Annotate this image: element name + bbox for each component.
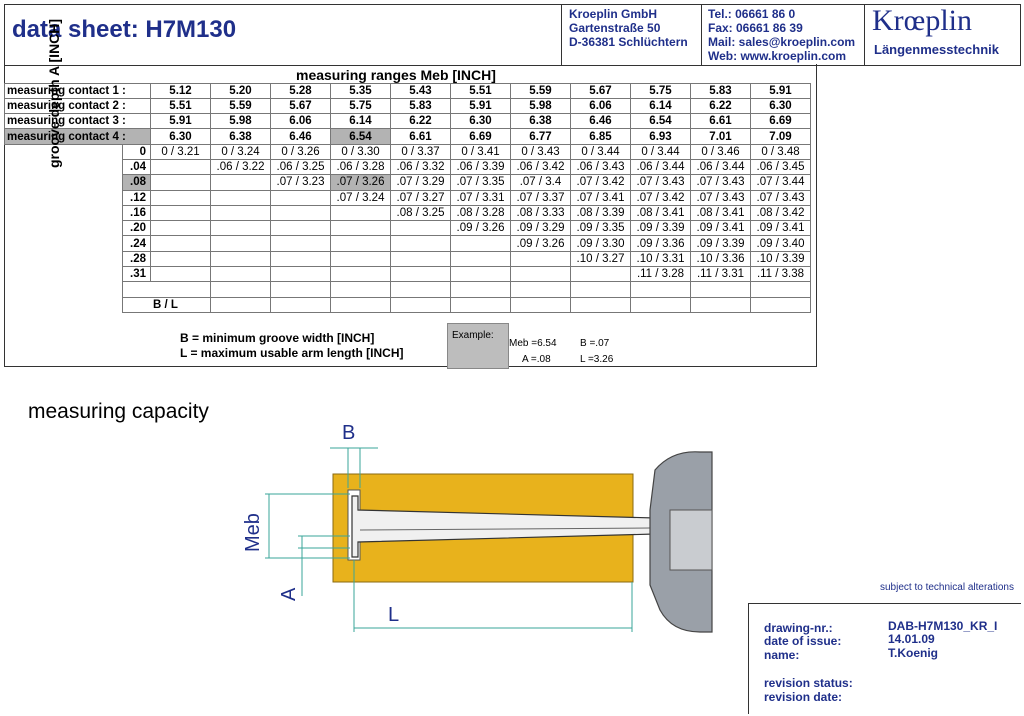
range-cell: 5.98 xyxy=(511,98,571,113)
groove-row xyxy=(5,159,811,174)
range-cell: 5.43 xyxy=(391,83,451,98)
bl-label: B / L xyxy=(123,297,211,312)
example-l: L =3.26 xyxy=(580,354,614,365)
bl-cell: .06 / 3.25 xyxy=(271,159,331,174)
bl-cell: .07 / 3.29 xyxy=(391,175,451,190)
dim-label-meb: Meb xyxy=(242,513,264,552)
groove-depth-cell: .16 xyxy=(123,205,151,220)
blank-cell xyxy=(331,282,391,297)
bl-cell: 0 / 3.30 xyxy=(331,144,391,159)
header-divider xyxy=(701,5,702,65)
groove-label-space xyxy=(5,251,123,266)
groove-label-space xyxy=(5,159,123,174)
groove-row xyxy=(5,190,811,205)
page-title: data sheet: H7M130 xyxy=(12,16,237,43)
range-cell: 5.59 xyxy=(211,98,271,113)
bl-cell xyxy=(451,267,511,282)
bl-cell xyxy=(391,221,451,236)
range-cell: 6.22 xyxy=(691,98,751,113)
range-cell: 6.30 xyxy=(151,129,211,144)
blank-cell xyxy=(631,297,691,312)
range-cell: 5.20 xyxy=(211,83,271,98)
bl-cell xyxy=(511,267,571,282)
range-cell: 5.83 xyxy=(391,98,451,113)
bl-cell xyxy=(271,251,331,266)
range-cell: 6.38 xyxy=(511,114,571,129)
blank-cell xyxy=(571,282,631,297)
range-cell: 6.77 xyxy=(511,129,571,144)
bl-cell: .09 / 3.35 xyxy=(571,221,631,236)
bl-cell: .10 / 3.36 xyxy=(691,251,751,266)
bl-cell: .06 / 3.43 xyxy=(571,159,631,174)
bl-cell: .06 / 3.22 xyxy=(211,159,271,174)
bl-cell: .07 / 3.42 xyxy=(631,190,691,205)
bl-cell: .09 / 3.29 xyxy=(511,221,571,236)
bl-cell: .08 / 3.42 xyxy=(751,205,811,220)
example-box xyxy=(447,323,509,369)
bl-cell: .07 / 3.24 xyxy=(331,190,391,205)
groove-label-space xyxy=(5,267,123,282)
contact-label: measuring contact 3 : xyxy=(5,114,151,129)
bl-cell xyxy=(451,251,511,266)
range-cell: 6.61 xyxy=(391,129,451,144)
range-cell: 5.91 xyxy=(451,98,511,113)
bl-cell: .07 / 3.27 xyxy=(391,190,451,205)
dim-label-b: B xyxy=(342,422,356,444)
blank-cell xyxy=(571,297,631,312)
blank-cell xyxy=(211,282,271,297)
bl-cell: .08 / 3.25 xyxy=(391,205,451,220)
bl-cell: .06 / 3.28 xyxy=(331,159,391,174)
bl-cell: .09 / 3.41 xyxy=(751,221,811,236)
company-contact xyxy=(708,7,855,63)
range-cell: 5.75 xyxy=(331,98,391,113)
groove-depth-cell: .04 xyxy=(123,159,151,174)
groove-label-space xyxy=(5,175,123,190)
groove-label-space xyxy=(5,221,123,236)
bl-cell: .07 / 3.31 xyxy=(451,190,511,205)
bl-cell: .10 / 3.39 xyxy=(751,251,811,266)
bl-cell xyxy=(331,267,391,282)
example-meb: Meb =6.54 xyxy=(509,338,557,349)
bl-cell: .09 / 3.39 xyxy=(691,236,751,251)
bl-cell xyxy=(211,236,271,251)
groove-label-space xyxy=(5,144,123,159)
company-city: D-36381 Schlüchtern xyxy=(569,35,688,49)
range-cell: 5.28 xyxy=(271,83,331,98)
bl-cell: .09 / 3.26 xyxy=(451,221,511,236)
bl-cell xyxy=(211,251,271,266)
bl-cell: .07 / 3.43 xyxy=(691,190,751,205)
dim-label-a: A xyxy=(278,587,300,601)
bl-cell: 0 / 3.48 xyxy=(751,144,811,159)
dim-label-l: L xyxy=(388,604,400,626)
contact-row xyxy=(5,114,811,129)
bl-cell xyxy=(151,267,211,282)
bl-cell: .07 / 3.43 xyxy=(631,175,691,190)
range-cell: 6.22 xyxy=(391,114,451,129)
contact-fax: Fax: 06661 86 39 xyxy=(708,21,803,35)
groove-depth-cell: .28 xyxy=(123,251,151,266)
groove-row xyxy=(5,175,811,190)
groove-depth-label: groove depth A [INCH] xyxy=(46,18,62,168)
bl-cell: .07 / 3.41 xyxy=(571,190,631,205)
bl-cell xyxy=(331,221,391,236)
range-cell: 6.61 xyxy=(691,114,751,129)
bl-cell: 0 / 3.46 xyxy=(691,144,751,159)
bl-cell xyxy=(391,267,451,282)
bl-cell xyxy=(271,236,331,251)
bl-cell: .09 / 3.36 xyxy=(631,236,691,251)
blank-cell xyxy=(331,297,391,312)
company-address xyxy=(569,7,688,49)
bl-cell xyxy=(211,190,271,205)
range-cell: 6.54 xyxy=(331,129,391,144)
header-divider xyxy=(864,5,865,65)
bl-cell: .07 / 3.26 xyxy=(331,175,391,190)
range-cell: 6.54 xyxy=(631,114,691,129)
bl-cell xyxy=(151,175,211,190)
range-cell: 6.14 xyxy=(631,98,691,113)
measuring-ranges-table xyxy=(4,65,811,313)
capacity-heading: measuring capacity xyxy=(28,400,209,423)
groove-row xyxy=(5,236,811,251)
blank-cell xyxy=(751,282,811,297)
bl-cell: 0 / 3.21 xyxy=(151,144,211,159)
bl-cell: .07 / 3.44 xyxy=(751,175,811,190)
groove-label-space xyxy=(5,190,123,205)
blank-cell xyxy=(691,297,751,312)
legend-l: L = maximum usable arm length [INCH] xyxy=(180,346,404,360)
range-cell: 5.35 xyxy=(331,83,391,98)
blank-cell xyxy=(211,297,271,312)
date-value: 14.01.09 xyxy=(888,632,935,646)
contact-web[interactable]: Web: www.kroeplin.com xyxy=(708,49,847,63)
bl-cell xyxy=(211,205,271,220)
bl-cell: .08 / 3.39 xyxy=(571,205,631,220)
contact-tel: Tel.: 06661 86 0 xyxy=(708,7,796,21)
bl-cell: 0 / 3.26 xyxy=(271,144,331,159)
date-label: date of issue: xyxy=(764,634,842,648)
blank-cell xyxy=(451,297,511,312)
capacity-drawing xyxy=(0,410,760,640)
bl-cell: .10 / 3.27 xyxy=(571,251,631,266)
bl-cell: .06 / 3.39 xyxy=(451,159,511,174)
groove-row xyxy=(5,144,811,159)
bl-cell: .06 / 3.42 xyxy=(511,159,571,174)
bl-cell xyxy=(391,251,451,266)
range-cell: 6.69 xyxy=(451,129,511,144)
bl-cell xyxy=(271,205,331,220)
name-value: T.Koenig xyxy=(888,646,938,660)
range-cell: 6.06 xyxy=(271,114,331,129)
blank-row xyxy=(5,282,811,297)
bl-cell: 0 / 3.44 xyxy=(571,144,631,159)
range-cell: 6.14 xyxy=(331,114,391,129)
bl-cell xyxy=(271,190,331,205)
bl-cell: .09 / 3.41 xyxy=(691,221,751,236)
revision-status-label: revision status: xyxy=(764,676,853,690)
blank-cell xyxy=(271,297,331,312)
groove-row xyxy=(5,221,811,236)
bl-cell: .09 / 3.30 xyxy=(571,236,631,251)
bl-cell xyxy=(571,267,631,282)
range-cell: 5.83 xyxy=(691,83,751,98)
range-cell: 6.30 xyxy=(751,98,811,113)
blank-cell xyxy=(691,282,751,297)
bl-cell: .08 / 3.41 xyxy=(631,205,691,220)
groove-row xyxy=(5,267,811,282)
company-street: Gartenstraße 50 xyxy=(569,21,661,35)
drawing-nr-label: drawing-nr.: xyxy=(764,621,833,635)
range-cell: 5.12 xyxy=(151,83,211,98)
blank-cell xyxy=(391,282,451,297)
range-cell: 6.46 xyxy=(271,129,331,144)
bl-cell: .10 / 3.31 xyxy=(631,251,691,266)
range-cell: 5.91 xyxy=(751,83,811,98)
groove-depth-cell: .12 xyxy=(123,190,151,205)
range-cell: 7.09 xyxy=(751,129,811,144)
bl-cell: .09 / 3.39 xyxy=(631,221,691,236)
brand-logo: Krœplin xyxy=(872,4,972,37)
bl-cell xyxy=(151,221,211,236)
bl-cell: .08 / 3.41 xyxy=(691,205,751,220)
blank-cell xyxy=(451,282,511,297)
range-cell: 6.38 xyxy=(211,129,271,144)
bl-cell: .07 / 3.37 xyxy=(511,190,571,205)
bl-cell xyxy=(511,251,571,266)
bl-cell xyxy=(211,175,271,190)
table-title: measuring ranges Meb [INCH] xyxy=(296,67,496,83)
company-name: Kroeplin GmbH xyxy=(569,7,658,21)
bl-cell xyxy=(271,221,331,236)
bl-cell: .07 / 3.42 xyxy=(571,175,631,190)
bl-cell: .06 / 3.44 xyxy=(631,159,691,174)
bl-cell: .06 / 3.45 xyxy=(751,159,811,174)
blank-cell xyxy=(123,282,211,297)
bl-cell xyxy=(271,267,331,282)
bl-cell xyxy=(151,251,211,266)
example-label: Example: xyxy=(452,330,494,341)
bl-cell: .06 / 3.44 xyxy=(691,159,751,174)
bl-cell: .07 / 3.35 xyxy=(451,175,511,190)
legend-b: B = minimum groove width [INCH] xyxy=(180,331,375,345)
header-divider xyxy=(561,5,562,65)
range-cell: 6.06 xyxy=(571,98,631,113)
bl-cell xyxy=(391,236,451,251)
bl-label-row xyxy=(5,297,811,312)
bl-cell xyxy=(451,236,511,251)
bl-cell: .07 / 3.4 xyxy=(511,175,571,190)
bl-cell: .08 / 3.28 xyxy=(451,205,511,220)
groove-depth-cell: 0 xyxy=(123,144,151,159)
bl-cell: .07 / 3.23 xyxy=(271,175,331,190)
bl-cell: .11 / 3.38 xyxy=(751,267,811,282)
contact-row xyxy=(5,129,811,144)
range-cell: 5.51 xyxy=(451,83,511,98)
bl-cell: .09 / 3.40 xyxy=(751,236,811,251)
range-cell: 6.93 xyxy=(631,129,691,144)
groove-row xyxy=(5,205,811,220)
bl-cell: 0 / 3.41 xyxy=(451,144,511,159)
bl-cell: 0 / 3.43 xyxy=(511,144,571,159)
range-cell: 5.75 xyxy=(631,83,691,98)
bl-cell xyxy=(151,190,211,205)
bl-cell xyxy=(211,221,271,236)
bl-cell: .08 / 3.33 xyxy=(511,205,571,220)
bl-cell: 0 / 3.37 xyxy=(391,144,451,159)
groove-depth-cell: .31 xyxy=(123,267,151,282)
brand-tagline: Längenmesstechnik xyxy=(874,42,999,57)
contact-label: measuring contact 1 : xyxy=(5,83,151,98)
range-cell: 5.67 xyxy=(271,98,331,113)
range-cell: 5.51 xyxy=(151,98,211,113)
blank-cell xyxy=(391,297,451,312)
alterations-note: subject to technical alterations xyxy=(880,582,1014,593)
contact-row xyxy=(5,98,811,113)
bl-cell xyxy=(211,267,271,282)
example-b: B =.07 xyxy=(580,338,610,349)
bl-cell: .11 / 3.31 xyxy=(691,267,751,282)
blank-cell xyxy=(511,282,571,297)
groove-depth-cell: .20 xyxy=(123,221,151,236)
bl-cell: 0 / 3.24 xyxy=(211,144,271,159)
range-cell: 7.01 xyxy=(691,129,751,144)
bl-cell: .09 / 3.26 xyxy=(511,236,571,251)
blank-cell xyxy=(751,297,811,312)
bl-cell: 0 / 3.44 xyxy=(631,144,691,159)
range-cell: 6.30 xyxy=(451,114,511,129)
example-a: A =.08 xyxy=(522,354,551,365)
bl-cell: .07 / 3.43 xyxy=(751,190,811,205)
groove-depth-cell: .08 xyxy=(123,175,151,190)
blank-cell xyxy=(271,282,331,297)
range-cell: 5.98 xyxy=(211,114,271,129)
bl-cell: .07 / 3.43 xyxy=(691,175,751,190)
bl-cell: .11 / 3.28 xyxy=(631,267,691,282)
contact-mail[interactable]: Mail: sales@kroeplin.com xyxy=(708,35,856,49)
range-cell: 5.59 xyxy=(511,83,571,98)
bl-cell xyxy=(331,205,391,220)
range-cell: 5.67 xyxy=(571,83,631,98)
groove-depth-cell: .24 xyxy=(123,236,151,251)
contact-label: measuring contact 2 : xyxy=(5,98,151,113)
bl-cell: .06 / 3.32 xyxy=(391,159,451,174)
revision-date-label: revision date: xyxy=(764,690,843,704)
groove-label-space xyxy=(5,236,123,251)
bl-cell xyxy=(331,251,391,266)
name-label: name: xyxy=(764,648,800,662)
groove-label-space xyxy=(5,205,123,220)
bl-cell xyxy=(331,236,391,251)
groove-row xyxy=(5,251,811,266)
gauge-window xyxy=(670,510,712,570)
range-cell: 5.91 xyxy=(151,114,211,129)
range-cell: 6.85 xyxy=(571,129,631,144)
range-cell: 6.46 xyxy=(571,114,631,129)
blank-cell xyxy=(511,297,571,312)
contact-row xyxy=(5,83,811,98)
bl-cell xyxy=(151,159,211,174)
contact-label: measuring contact 4 : xyxy=(5,129,151,144)
bl-cell xyxy=(151,236,211,251)
drawing-nr-value: DAB-H7M130_KR_I xyxy=(888,619,998,633)
bl-cell xyxy=(151,205,211,220)
blank-cell xyxy=(631,282,691,297)
range-cell: 6.69 xyxy=(751,114,811,129)
